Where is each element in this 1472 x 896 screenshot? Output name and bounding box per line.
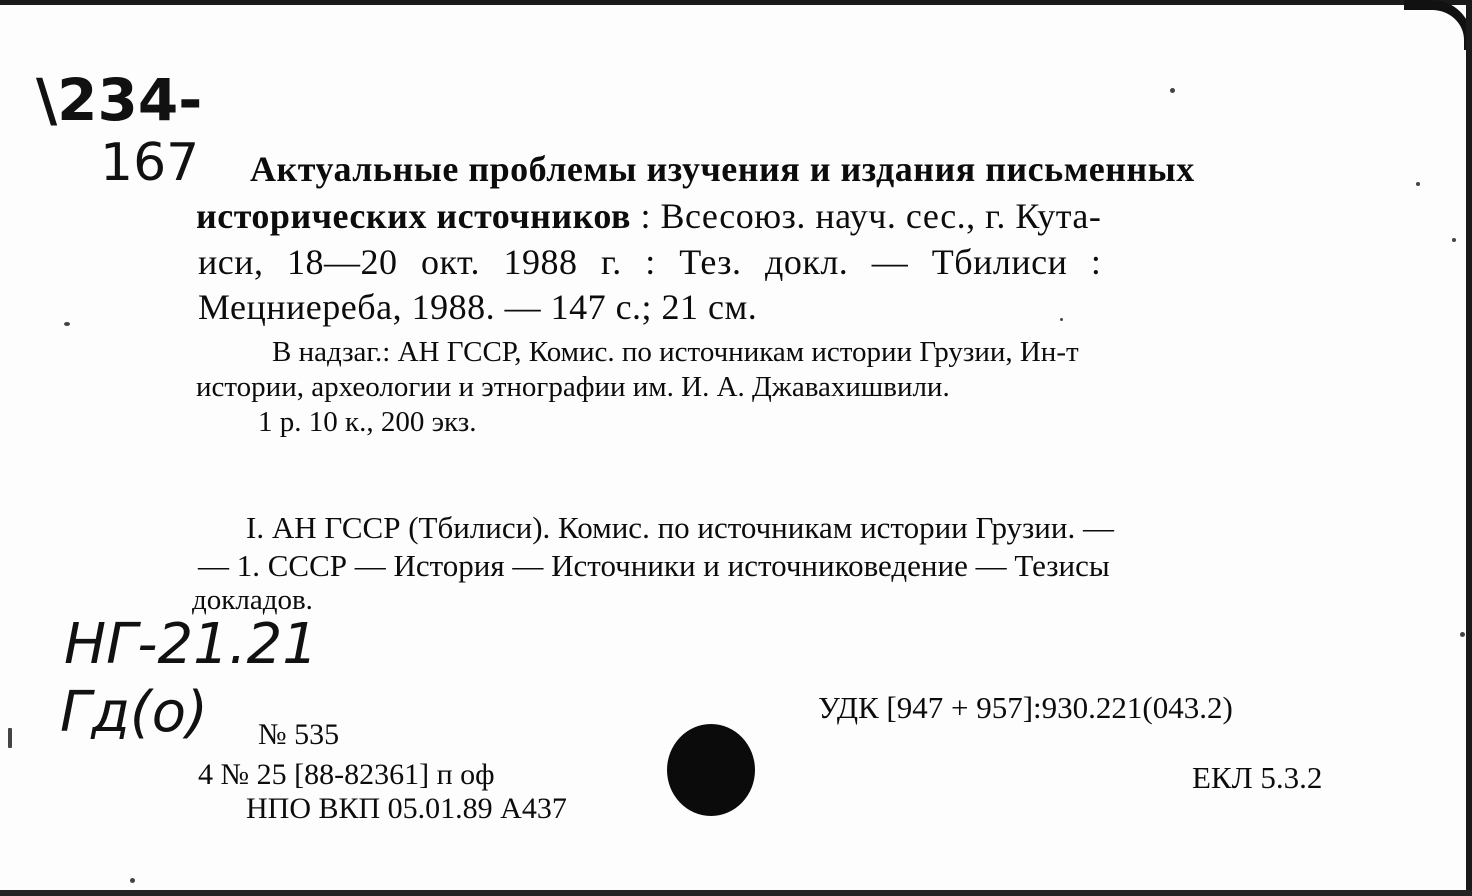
title-line2 [196, 195, 1101, 237]
punch-hole [667, 724, 755, 816]
ekl-code: ЕКЛ 5.3.2 [1192, 760, 1323, 795]
tracing-line3: докладов. [192, 584, 313, 616]
udk-code: УДК [947 + 957]:930.221(043.2) [818, 690, 1233, 725]
speck [1170, 88, 1175, 93]
note-line2: истории, археологии и этнографии им. И. А. Джавахишвили. [196, 371, 950, 403]
note-line1: В надзаг.: АН ГССР, Комис. по источникам истории Грузии, Ин-т [272, 336, 1079, 368]
speck [1452, 238, 1456, 242]
card-top-edge [0, 0, 1472, 5]
card-right-edge [1466, 0, 1472, 896]
speck [8, 728, 12, 748]
tracing-line2: — 1. СССР — История — Источники и источниковедение — Тезисы [198, 548, 1110, 583]
card-bottom-edge [0, 890, 1472, 896]
publisher-line: НПО ВКП 05.01.89 А437 [246, 792, 567, 825]
title-bold-part: Актуальные проблемы изучения и издания письменных [250, 149, 1195, 189]
title-imprint-start: : Всесоюз. науч. сес., г. Кута- [630, 196, 1102, 236]
order-line: 4 № 25 [88-82361] п оф [198, 758, 495, 791]
shelf-mark-line1: НГ-21.21 [64, 612, 318, 677]
card-number: № 535 [258, 718, 340, 751]
title-line1 [250, 148, 1195, 190]
speck [1460, 632, 1465, 637]
title-line3: иси, 18—20 окт. 1988 г. : Тез. докл. — Тбилиси : [198, 242, 1102, 282]
title-line4: Мецниереба, 1988. — 147 с.; 21 см. [198, 287, 758, 327]
speck [64, 322, 70, 326]
shelf-mark-line2: Гд(о) [60, 680, 208, 745]
tracing-line1: I. АН ГССР (Тбилиси). Комис. по источникам истории Грузии. — [246, 510, 1114, 545]
call-number-line1: \234- [36, 66, 203, 134]
call-number-line2: 167 [100, 133, 200, 193]
title-bold-continuation: исторических источников [196, 196, 631, 236]
speck [130, 878, 135, 883]
speck [1416, 182, 1420, 186]
card-corner-curve [1404, 0, 1472, 50]
speck [1060, 318, 1063, 321]
price-and-copies: 1 р. 10 к., 200 экз. [258, 406, 477, 438]
